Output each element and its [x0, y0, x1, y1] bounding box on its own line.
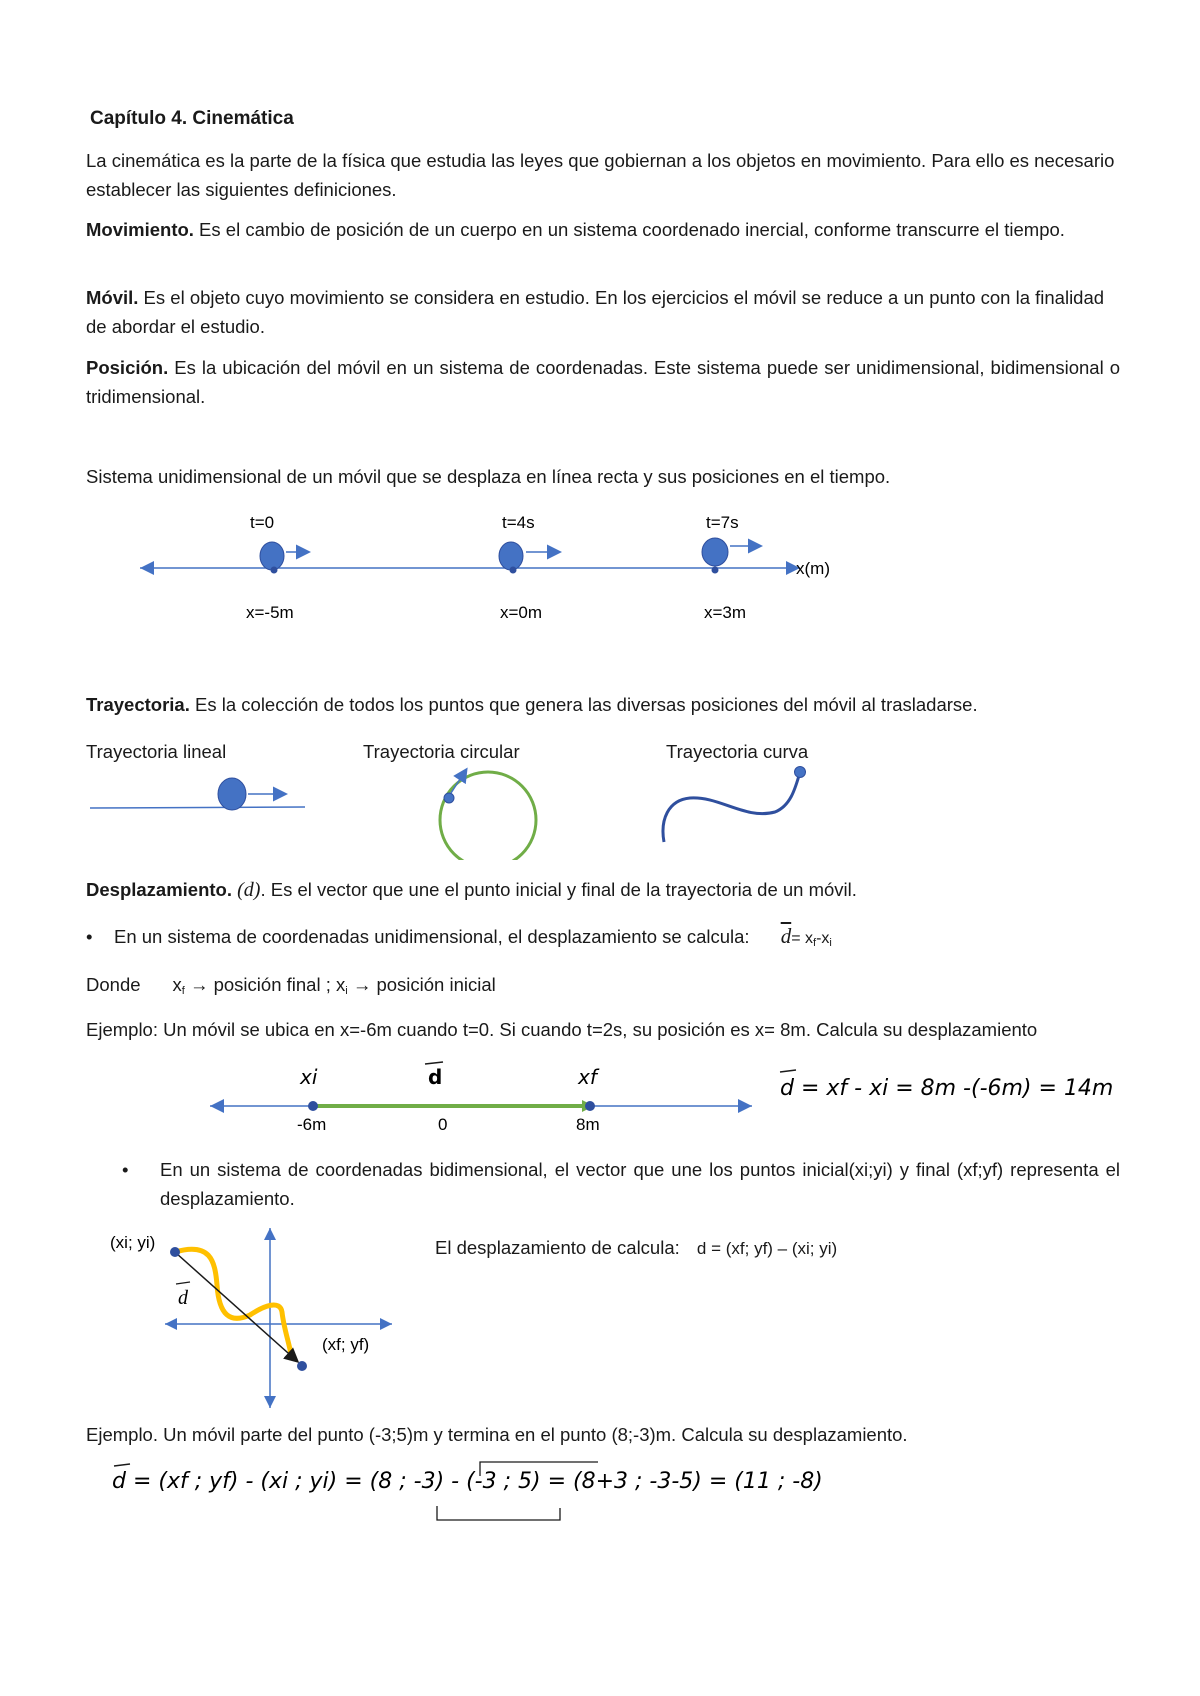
- term-trayectoria: Trayectoria.: [86, 694, 190, 715]
- donde-xf-text: → posición final: [184, 974, 321, 995]
- text-movil: Es el objeto cuyo movimiento se considera en estudio. En los ejercicios el móvil se reduce a un punto con la finalidad de abordar el estudio.: [86, 287, 1105, 337]
- bidim-d-label: d: [178, 1287, 188, 1309]
- example2-statement: Ejemplo. Un móvil parte del punto (-3;5)m y termina en el punto (8;-3)m. Calcula su desplazamiento.: [86, 1424, 908, 1445]
- bidim-end-label: (xf; yf): [322, 1335, 370, 1354]
- chapter-title: Capítulo 4. Cinemática: [90, 108, 294, 129]
- example1-tick-0: -6m: [297, 1115, 327, 1134]
- bidim-formula-text: El desplazamiento de calcula:: [435, 1237, 680, 1258]
- formula-minus: -x: [816, 930, 830, 947]
- definition-posicion: [86, 353, 1120, 411]
- bidim-figure: [100, 1220, 420, 1420]
- bullet2-dot: •: [122, 1159, 129, 1180]
- definition-trayectoria: [86, 690, 1120, 719]
- unidim-figure: [0, 500, 1200, 630]
- bullet-bidimensional: [118, 1155, 1120, 1213]
- linear-trajectory: [90, 778, 305, 810]
- bidim-formula-expression: d = (xf; yf) – (xi; yi): [696, 1239, 838, 1258]
- trajectory-curva-label: Trayectoria curva: [666, 741, 809, 762]
- example2-handwritten-solution: d = (xf ; yf) - (xi ; yi) = (8 ; -3) - (-3 ; 5) = (8+3 ; -3-5) = (11 ; -8): [112, 1469, 823, 1494]
- curved-trajectory: [663, 767, 805, 843]
- definition-desplazamiento: [86, 875, 1120, 905]
- term-movimiento: Movimiento.: [86, 219, 194, 240]
- position-label-2: x=3m: [704, 603, 747, 622]
- trajectory-lineal-label: Trayectoria lineal: [86, 741, 227, 762]
- example1-tick-2: 8m: [576, 1115, 600, 1134]
- example2-solution: [100, 1450, 1100, 1540]
- example1-figure: [0, 1050, 1200, 1140]
- bullet-dot: •: [86, 926, 93, 947]
- example1-start-point: [308, 1101, 318, 1111]
- example1-label-d: d: [428, 1065, 443, 1089]
- donde-xi-sub: i: [345, 985, 348, 997]
- axis-label-xm: x(m): [796, 559, 830, 578]
- donde-xi: x: [335, 974, 346, 995]
- text-posicion: Es la ubicación del móvil en un sistema de coordenadas. Este sistema puede ser unidimensional, bidimensional o tridimensional.: [86, 357, 1120, 407]
- donde-xf-sub: f: [181, 985, 185, 997]
- formula-sub-f: f: [813, 937, 817, 949]
- formula-d: $\overline{d}$: [780, 924, 792, 948]
- time-label-t7: t=7s: [706, 513, 739, 532]
- bullet2-text: En un sistema de coordenadas bidimensional, el vector que une los puntos inicial(xi;yi) y final (xf;yf) representa el desplazamiento.: [160, 1159, 1120, 1209]
- bidim-start-label: (xi; yi): [110, 1233, 156, 1252]
- time-label-t4: t=4s: [502, 513, 535, 532]
- bidim-formula: [435, 1233, 837, 1263]
- example1-label-xf: xf: [578, 1065, 597, 1089]
- bidim-start-point: [170, 1247, 180, 1257]
- donde-line: [86, 970, 496, 1006]
- bidim-end-point: [297, 1361, 307, 1371]
- example1-tick-1: 0: [438, 1115, 448, 1134]
- text-trayectoria: Es la colección de todos los puntos que genera las diversas posiciones del móvil al trasladarse.: [189, 694, 978, 715]
- bullet1-text: En un sistema de coordenadas unidimensional, el desplazamiento se calcula:: [114, 926, 750, 947]
- term-movil: Móvil.: [86, 287, 139, 308]
- formula-sub-i: i: [829, 937, 832, 949]
- unidim-caption: Sistema unidimensional de un móvil que se desplaza en línea recta y sus posiciones en el tiempo.: [86, 466, 891, 487]
- term-posicion: Posición.: [86, 357, 169, 378]
- text-movimiento: Es el cambio de posición de un cuerpo en un sistema coordenado inercial, conforme transcurre el tiempo.: [193, 219, 1065, 240]
- bullet-unidimensional: [86, 922, 1120, 958]
- intro-paragraph: La cinemática es la parte de la física que estudia las leyes que gobiernan a los objetos en movimiento. Para ello es necesario establecer las siguientes definiciones.: [86, 150, 1115, 200]
- donde-sep: ;: [320, 974, 336, 995]
- formula-eq: = x: [791, 930, 813, 947]
- circular-trajectory: [440, 770, 536, 860]
- position-label-0: x=-5m: [246, 603, 294, 622]
- example1-label-xi: xi: [300, 1065, 318, 1089]
- donde-label: Donde: [86, 974, 141, 995]
- example1-statement: Ejemplo: Un móvil se ubica en x=-6m cuando t=0. Si cuando t=2s, su posición es x= 8m. Calcula su desplazamiento: [86, 1019, 1038, 1040]
- donde-xi-text: → posición inicial: [347, 974, 496, 995]
- position-label-1: x=0m: [500, 603, 543, 622]
- example1-handwritten-solution: d = xf - xi = 8m -(-6m) = 14m: [780, 1076, 1114, 1101]
- axis-left-arrow: [140, 561, 154, 575]
- time-label-t0: t=0: [250, 513, 275, 532]
- trajectory-circular-label: Trayectoria circular: [363, 741, 520, 762]
- text-desplazamiento: . Es el vector que une el punto inicial y final de la trayectoria de un móvil.: [260, 879, 857, 900]
- donde-xf: x: [172, 974, 182, 995]
- example1-end-point: [585, 1101, 595, 1111]
- definition-movil: [86, 283, 1120, 341]
- trajectory-figures: [0, 760, 1200, 860]
- symbol-d: (d): [237, 879, 261, 901]
- term-desplazamiento: Desplazamiento.: [86, 879, 232, 900]
- definition-movimiento: [86, 215, 1120, 244]
